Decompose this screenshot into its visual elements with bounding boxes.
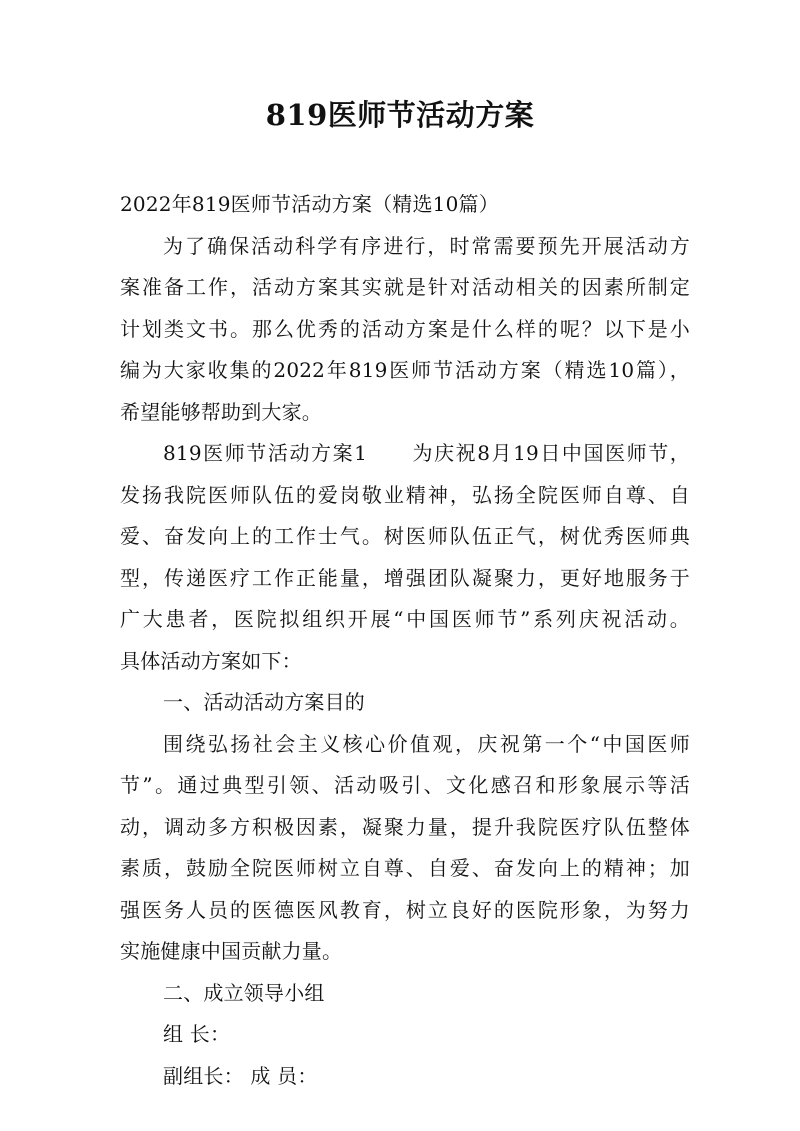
document-title: 819医师节活动方案 (265, 98, 535, 132)
section1-paragraph (120, 724, 690, 973)
paragraph-line (120, 433, 690, 475)
document-body (120, 184, 690, 1097)
paragraph-line: 编为大家收集的2022年819医师节活动方案（精选10篇）， (120, 358, 690, 382)
section-heading: 二、成立领导小组 (163, 980, 325, 1005)
section-heading: 一、活动活动方案目的 (163, 690, 365, 714)
document-subtitle: 2022年819医师节活动方案（精选10篇） (120, 192, 499, 216)
paragraph-line: 动，调动多方积极因素，凝聚力量，提升我院医疗队伍整体 (120, 814, 690, 839)
plan1-first-text: 为庆祝8月19日中国医师节， (411, 441, 690, 465)
paragraph-line: 广大患者，医院拟组织开展“中国医师节”系列庆祝活动。 (120, 607, 690, 631)
leader-line: 组 长： (163, 1022, 231, 1046)
paragraph-line: 希望能够帮助到大家。 (120, 399, 322, 424)
paragraph-line: 爱、奋发向上的工作士气。树医师队伍正气，树优秀医师典 (120, 524, 690, 548)
paragraph-line: 发扬我院医师队伍的爱岗敬业精神，弘扬全院医师自尊、自 (120, 482, 690, 507)
intro-paragraph (120, 226, 690, 434)
paragraph-line: 为了确保活动科学有序进行，时常需要预先开展活动方 (163, 233, 690, 258)
paragraph-line: 节”。通过典型引领、活动吸引、文化感召和形象展示等活 (120, 773, 690, 797)
paragraph-line: 计划类文书。那么优秀的活动方案是什么样的呢？以下是小 (120, 316, 690, 341)
paragraph-line: 围绕弘扬社会主义核心价值观，庆祝第一个“中国医师 (163, 731, 690, 756)
paragraph-line: 实施健康中国贡献力量。 (120, 939, 343, 963)
plan1-paragraph (120, 433, 690, 682)
paragraph-line: 案准备工作，活动方案其实就是针对活动相关的因素所制定 (120, 275, 690, 299)
paragraph-line: 具体活动方案如下： (120, 648, 302, 673)
paragraph-line: 型，传递医疗工作正能量，增强团队凝聚力，更好地服务于 (120, 565, 690, 590)
members-line: 副组长： 成 员： (163, 1063, 318, 1088)
plan1-heading: 819医师节活动方案1 (163, 441, 368, 465)
paragraph-line: 强医务人员的医德医风教育，树立良好的医院形象，为努力 (120, 897, 690, 922)
paragraph-line: 素质，鼓励全院医师树立自尊、自爱、奋发向上的精神；加 (120, 856, 690, 880)
